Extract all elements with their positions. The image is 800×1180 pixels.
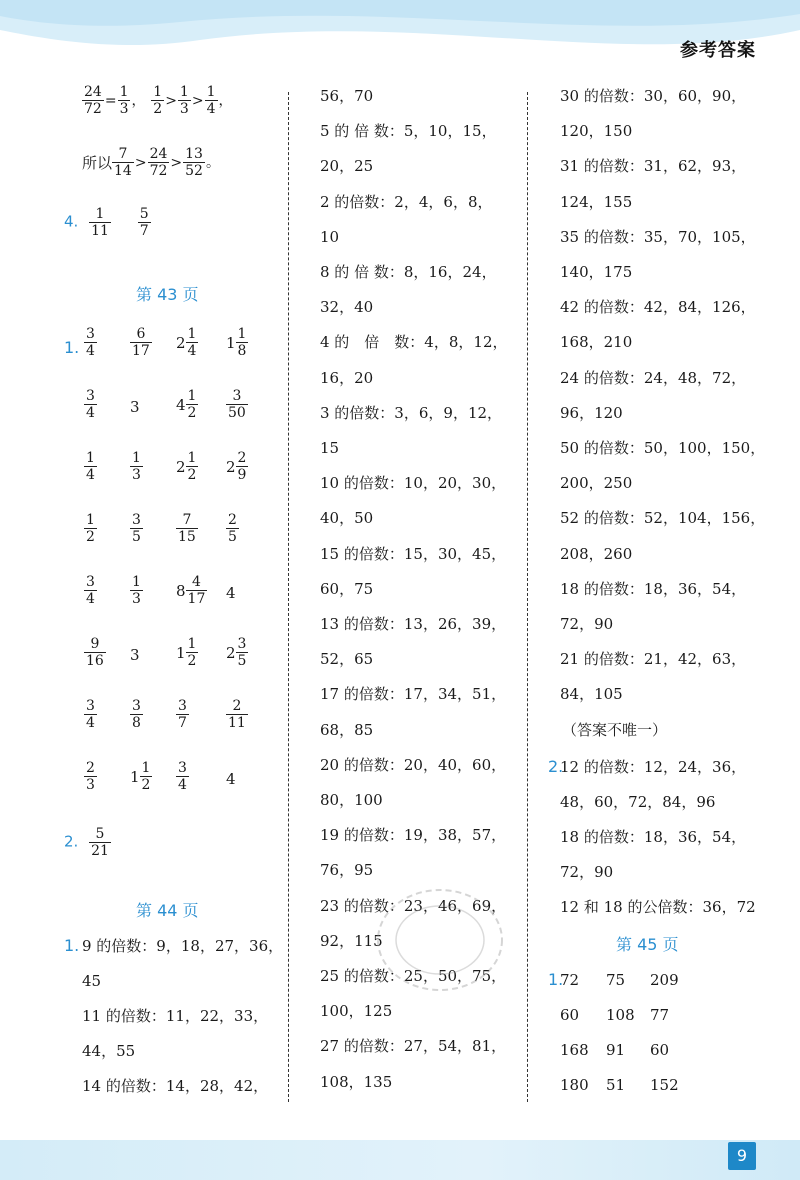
answer-line: 80，100 [320,791,383,809]
fraction-answer: $\frac{3}{4}$ [86,574,95,607]
answer-line: 17 的倍数：17，34，51， [320,685,507,704]
fraction-answer: $\frac{2}{11}$ [228,698,246,731]
fraction-answer: $\frac{3}{4}$ [178,760,187,793]
answer-line: 31 的倍数：31，62，93， [560,157,747,176]
fraction-answer: $\frac{3}{5}$ [132,512,141,545]
answer-line: 19 的倍数：19，38，57， [320,826,507,845]
fraction-answer: 1 $\frac{1}{8}$ [226,326,247,359]
answer-2: 2. $\frac{5}{21}$ [64,826,109,859]
question-number: 2. [548,757,564,776]
fraction-answer: $\frac{3}{8}$ [132,698,141,731]
answer-line: 18 的倍数：18，36，54， [560,579,747,598]
number-answer: 60 [650,1041,670,1059]
answer-line: 8 的 倍 数：8，16，24， [320,263,497,281]
answer-line: 100，125 [320,1002,393,1021]
answer-line: 52 的倍数：52，104，156， [560,509,766,528]
answer-line: 40，50 [320,509,374,528]
fraction-answer: $\frac{7}{15}$ [178,512,196,545]
answer-line: 10 的倍数：10，20，30， [320,474,507,493]
answer-line: 4 的 倍 数：4，8，12， [320,333,508,352]
watermark-stamp-icon [370,880,510,1000]
number-answer: 108 [606,1006,635,1024]
conclusion-line: 所以 $\frac{7}{14}$ > $\frac{24}{72}$ > $\frac{13}{52}$ 。 [82,146,220,179]
answer-line: 2 的倍数：2，4，6，8， [320,192,493,211]
number-answer: 180 [560,1076,589,1094]
fraction-answer: 3 [130,645,140,664]
fraction-answer: $\frac{3}{50}$ [228,388,246,421]
number-answer: 91 [606,1041,626,1059]
fraction-answer: $\frac{1}{2}$ [86,512,95,545]
fraction-answer: 2 $\frac{2}{9}$ [226,450,247,483]
answer-line: 27 的倍数：27，54，81， [320,1037,507,1056]
answer-line: 48，60，72，84，96 [560,793,716,811]
answer-line: 120，150 [560,122,633,141]
answer-line: 10 [320,227,340,246]
number-answer: 77 [650,1006,670,1024]
number-answer: 51 [606,1076,626,1094]
fraction-answer: $\frac{1}{3}$ [132,450,141,483]
column-divider [527,92,528,1102]
answer-line: 20 的倍数：20，40，60， [320,755,507,774]
fraction-answer: 2 $\frac{1}{2}$ [176,450,197,483]
answer-line: 12 和 18 的公倍数：36，72 [560,898,756,916]
fraction-answer: $\frac{3}{4}$ [86,698,95,731]
answer-4: 4. $\frac{1}{11}$ $\frac{5}{7}$ [64,206,149,239]
answer-line: 44，55 [82,1042,136,1060]
fraction-answer: $\frac{2}{3}$ [86,760,95,793]
answer-line: 15 的倍数：15，30，45， [320,544,507,563]
answer-line: 14 的倍数：14，28，42， [82,1077,269,1095]
answer-line: 84，105 [560,685,623,704]
number-answer: 209 [650,971,679,989]
fraction-answer: 4 [226,769,236,788]
answer-line: 96，120 [560,403,623,422]
fraction-answer: 2 $\frac{1}{4}$ [176,326,197,359]
answer-line: 32，40 [320,298,374,317]
number-answer: 75 [606,971,626,989]
answer-line: 45 [82,972,102,990]
column-divider [288,92,289,1102]
answer-line: 35 的倍数：35，70，105， [560,227,756,246]
fraction-answer: $\frac{2}{5}$ [228,512,237,545]
answer-line: 42 的倍数：42，84，126， [560,298,756,317]
fraction-answer: $\frac{1}{3}$ [132,574,141,607]
fraction-answer: $\frac{3}{4}$ [86,388,95,421]
answer-line: 13 的倍数：13，26，39， [320,615,507,633]
answer-line: 92，115 [320,931,383,950]
answer-line: 60，75 [320,579,374,598]
section-heading-p43: 第 43 页 [136,285,199,304]
fraction-answer: 1 $\frac{1}{2}$ [176,636,197,669]
answer-line: 68，85 [320,720,374,739]
fraction-answer: $\frac{9}{16}$ [86,636,104,669]
section-heading-p44: 第 44 页 [136,901,199,920]
answer-line: 50 的倍数：50，100，150， [560,439,766,457]
question-number: 1. [64,936,80,955]
answer-line: 72，90 [560,863,614,881]
answer-line: 208，260 [560,544,633,563]
question-number: 1. [548,970,564,989]
answer-line: 24 的倍数：24，48，72， [560,368,747,387]
answer-line: 3 的倍数：3，6，9，12， [320,403,503,422]
fraction-answer: 2 $\frac{3}{5}$ [226,636,247,669]
answer-line: 124，155 [560,192,633,211]
answer-line: （答案不唯一） [562,720,668,739]
answer-line: 15 [320,439,340,457]
answer-line: 25 的倍数：25，50，75， [320,967,507,985]
number-answer: 60 [560,1006,580,1024]
fraction-answer: $\frac{6}{17}$ [132,326,150,359]
answer-line: 21 的倍数：21，42，63， [560,650,747,669]
number-answer: 72 [560,971,580,989]
inequality-line: $\frac{24}{72}$ = $\frac{1}{3}$ ， $\frac{1}{2}$ > $\frac{1}{3}$ > $\frac{1}{4}$ ， [84,84,233,117]
answer-line: 168，210 [560,333,633,352]
fraction-answer: 4 $\frac{1}{2}$ [176,388,197,421]
answer-line: 76，95 [320,861,374,880]
answer-line: 12 的倍数：12，24，36， [560,758,747,776]
question-number: 1. [64,338,80,357]
answer-line: 108，135 [320,1072,393,1091]
header-title: 参考答案 [680,40,756,61]
footer-band [0,1140,800,1180]
answer-line: 11 的倍数：11，22，33， [82,1007,269,1025]
answer-line: 72，90 [560,615,614,633]
answer-line: 140，175 [560,263,633,281]
fraction-answer: $\frac{3}{7}$ [178,698,187,731]
fraction-answer: 1 $\frac{1}{2}$ [130,760,151,793]
answer-line: 56，70 [320,87,374,105]
answer-line: 200，250 [560,474,633,493]
answer-line: 30 的倍数：30，60，90， [560,87,747,105]
fraction-answer: $\frac{1}{4}$ [86,450,95,483]
number-answer: 152 [650,1076,679,1094]
fraction-answer: $\frac{3}{4}$ [86,326,95,359]
fraction-answer: 8 $\frac{4}{17}$ [176,574,206,607]
answer-line: 5 的 倍 数：5，10，15， [320,122,497,141]
answer-line: 9 的倍数：9，18，27，36， [82,937,284,955]
answer-line: 23 的倍数：23，46，69， [320,896,507,915]
section-heading-p45: 第 45 页 [616,935,679,954]
answer-line: 16，20 [320,368,374,387]
number-answer: 168 [560,1041,589,1059]
answer-line: 52，65 [320,650,374,669]
page-number-badge: 9 [728,1142,756,1170]
fraction-answer: 3 [130,397,140,416]
fraction-answer: 4 [226,583,236,602]
answer-line: 20，25 [320,157,374,176]
answer-line: 18 的倍数：18，36，54， [560,828,747,846]
